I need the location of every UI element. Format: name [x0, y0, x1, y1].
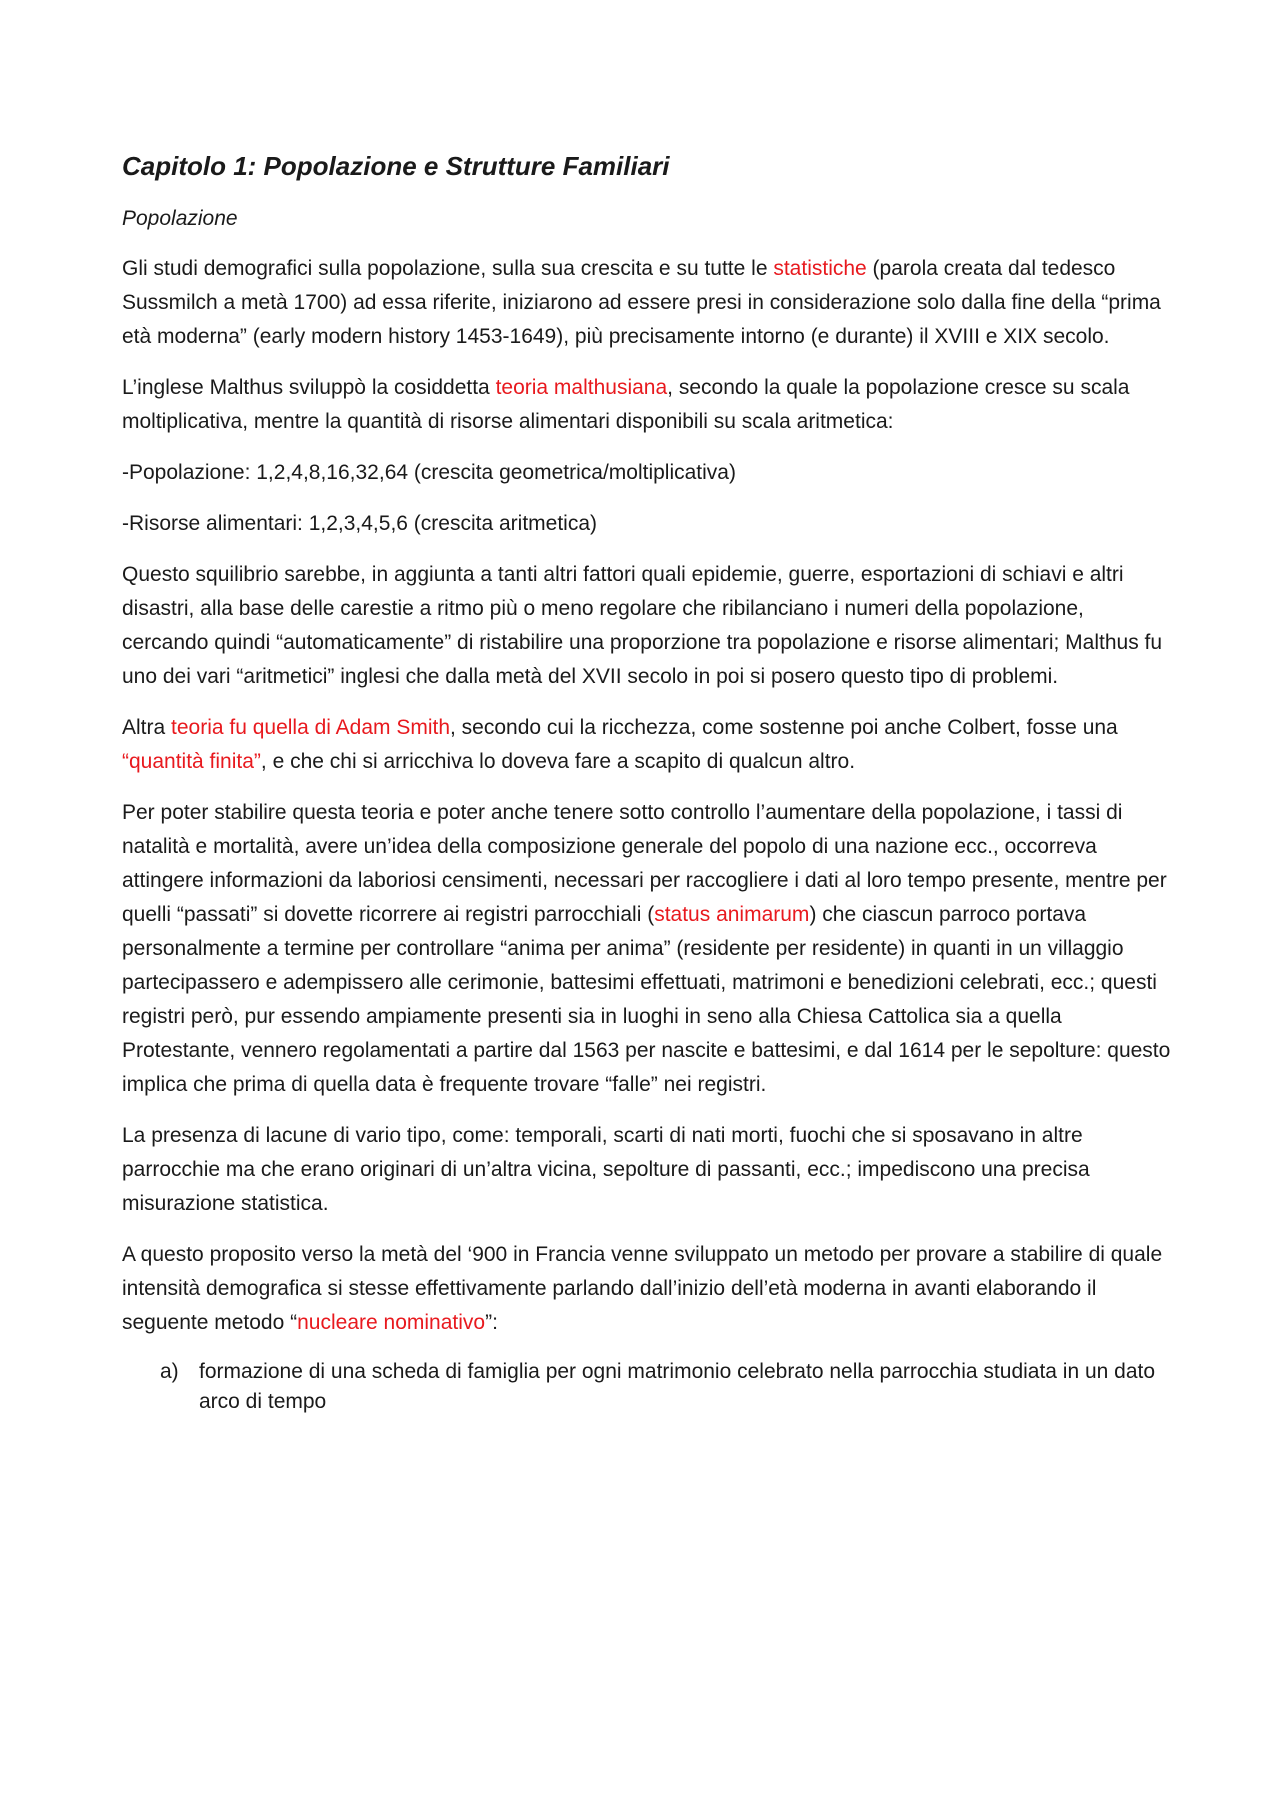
paragraph-1-text-a: Gli studi demografici sulla popolazione, sulla sua crescita e su tutte le: [122, 257, 774, 281]
highlight-teoria-malthusiana: teoria malthusiana: [495, 376, 668, 400]
highlight-statistiche: statistiche: [773, 257, 867, 281]
paragraph-6-text-a: Altra: [122, 716, 172, 740]
section-subtitle: Popolazione: [122, 206, 238, 230]
document-page: [122, 150, 1172, 1417]
paragraph-7: [122, 796, 1172, 1102]
chapter-title: Capitolo 1: Popolazione e Strutture Familiari: [122, 151, 670, 181]
list-item-marker: a): [160, 1360, 179, 1384]
method-steps-list: [122, 1357, 1172, 1417]
list-item-text: formazione di una scheda di famiglia per ogni matrimonio celebrato nella parrocchia studiata in un dato arco di tempo: [199, 1360, 1156, 1414]
highlight-adam-smith: teoria fu quella di Adam Smith: [171, 716, 451, 740]
paragraph-2: [122, 371, 1172, 439]
paragraph-6-text-e: , e che chi si arricchiva lo doveva fare a scapito di qualcun altro.: [260, 750, 856, 774]
paragraph-1: [122, 252, 1172, 354]
paragraph-risorse-series: -Risorse alimentari: 1,2,3,4,5,6 (crescita aritmetica): [122, 512, 597, 536]
paragraph-2-text-a: L’inglese Malthus sviluppò la cosiddetta: [122, 376, 496, 400]
paragraph-6: [122, 711, 1172, 779]
paragraph-9: [122, 1238, 1172, 1340]
paragraph-9-text-c: ”:: [485, 1311, 498, 1335]
paragraph-8: La presenza di lacune di vario tipo, come: temporali, scarti di nati morti, fuochi che si sposavano in altre parrocchie ma che erano originari di un’altra vicina, sepolture di passanti, ecc.; impediscono una precisa misurazione statistica.: [122, 1124, 1090, 1216]
list-item: [122, 1357, 1172, 1417]
paragraph-1-text-c: (parola creata dal tedesco Sussmilch a metà 1700) ad essa riferite, iniziarono ad essere presi in considerazione solo dalla fine della “prima età moderna” (early modern history 1453-1649), più precisamente intorno (e durante) il XVIII e XIX secolo.: [122, 257, 1161, 349]
paragraph-5: Questo squilibrio sarebbe, in aggiunta a tanti altri fattori quali epidemie, guerre, esportazioni di schiavi e altri disastri, alla base delle carestie a ritmo più o meno regolare che ribilanciano i numeri della popolazione, cercando quindi “automaticamente” di ristabilire una proporzione tra popolazione e risorse alimentari; Malthus fu uno dei vari “aritmetici” inglesi che dalla metà del XVII secolo in poi si posero questo tipo di problemi.: [122, 563, 1163, 689]
highlight-quantita-finita: “quantità finita”: [122, 750, 261, 774]
paragraph-7-text-c: ) che ciascun parroco portava personalmente a termine per controllare “anima per anima” (residente per residente) in quanti in un villaggio partecipassero e adempissero alle cerimonie, battesimi effettuati, matrimoni e benedizioni celebrati, ecc.; questi registri però, pur essendo ampiamente presenti sia in luoghi in seno alla Chiesa Cattolica sia a quella Protestante, vennero regolamentati a partire dal 1563 per nascite e battesimi, e dal 1614 per le sepolture: questo implica che prima di quella data è frequente trovare “falle” nei registri.: [122, 903, 1171, 1097]
highlight-status-animarum: status animarum: [654, 903, 810, 927]
paragraph-9-text-a: A questo proposito verso la metà del ‘900 in Francia venne sviluppato un metodo per provare a stabilire di quale intensità demografica si stesse effettivamente parlando dall’inizio dell’età moderna in avanti elaborando il seguente metodo “: [122, 1243, 1163, 1335]
highlight-nucleare-nominativo: nucleare nominativo: [297, 1311, 486, 1335]
paragraph-6-text-c: , secondo cui la ricchezza, come sostenne poi anche Colbert, fosse una: [450, 716, 1118, 740]
paragraph-2-text-c: , secondo la quale la popolazione cresce su scala moltiplicativa, mentre la quantità di risorse alimentari disponibili su scala aritmetica:: [122, 376, 1130, 434]
paragraph-7-text-a: Per poter stabilire questa teoria e poter anche tenere sotto controllo l’aumentare della popolazione, i tassi di natalità e mortalità, avere un’idea della composizione generale del popolo di una nazione ecc., occorreva attingere informazioni da laboriosi censimenti, necessari per raccogliere i dati al loro tempo presente, mentre per quelli “passati” si dovette ricorrere ai registri parrocchiali (: [122, 801, 1167, 927]
paragraph-popolazione-series: -Popolazione: 1,2,4,8,16,32,64 (crescita geometrica/moltiplicativa): [122, 461, 736, 485]
